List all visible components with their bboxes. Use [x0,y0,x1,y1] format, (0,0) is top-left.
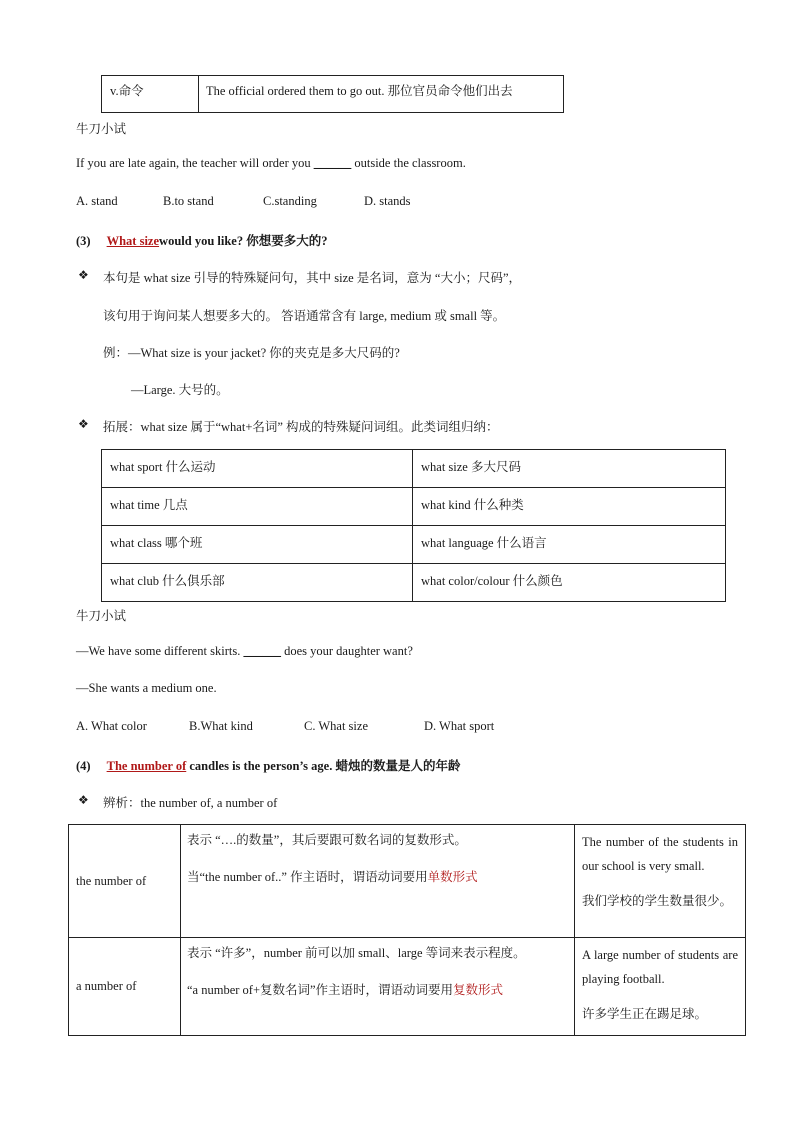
comparison-desc-text: “a number of+复数名词”作主语时，谓语动词要用 [187,983,454,997]
diamond-bullet-icon: ❖ [78,417,89,431]
quiz2-blank: ______ [243,644,281,658]
comparison-description [181,938,575,1036]
phrase-cell: what color/colour 什么颜色 [413,564,726,602]
comparison-row [69,825,746,938]
comparison-example-en: The number of the students in our school is very small. [582,835,738,873]
comparison-example-en: A large number of students are playing football. [582,948,738,986]
diamond-bullet-icon: ❖ [78,268,89,282]
definition-pos [102,76,199,113]
section4-sentence: candles is the person’s age. 蜡烛的数量是人的年龄 [189,759,461,773]
comparison-desc-line: 表示 “许多”，number 前可以加 small、large 等词来表示程度。 [187,946,526,960]
quiz2-option-a: A. What color [76,719,147,733]
phrase-cell: what club 什么俱乐部 [102,564,413,602]
phrase-cell: what language 什么语言 [413,526,726,564]
comparison-example-cn: 我们学校的学生数量很少。 [582,894,733,908]
phrase-table [101,449,726,602]
comparison-desc-line [187,867,568,885]
quiz2-line2: —She wants a medium one. [76,681,217,695]
definition-pos-text: v.命令 [110,84,144,98]
comparison-example [575,938,746,1036]
quiz2-line1-start: —We have some different skirts. [76,644,244,658]
quiz2-option-c: C. What size [304,719,368,733]
comparison-desc-line: 表示 “….的数量”，其后要跟可数名词的复数形式。 [187,833,467,847]
definition-example-text: The official ordered them to go out. 那位官员命令他们出去 [206,84,513,98]
section3-number: (3) [76,234,91,248]
section3-note-line2: 该句用于询问某人想要多大的。 答语通常含有 large, medium 或 small 等。 [103,309,506,323]
quiz1-option-b: B.to stand [163,194,214,208]
phrase-cell: what sport 什么运动 [102,450,413,488]
quiz1-question-start: If you are late again, the teacher will order you [76,156,314,170]
section4-key-phrase: The number of [106,759,187,773]
comparison-desc-highlight: 复数形式 [453,983,504,997]
comparison-term: the number of [69,825,181,938]
section3-note-line1: 本句是 what size 引导的特殊疑问句，其中 size 是名词，意为 “大小；尺码”， [103,271,522,285]
phrase-row [102,488,726,526]
comparison-example-cn: 许多学生正在踢足球。 [582,1007,708,1021]
comparison-desc-highlight: 单数形式 [427,870,478,884]
quiz1-option-d: D. stands [364,194,411,208]
quiz1-question [76,156,466,171]
comparison-example [575,825,746,938]
definition-example [199,76,564,113]
phrase-cell: what size 多大尺码 [413,450,726,488]
comparison-desc-line [187,980,568,998]
comparison-table [68,824,746,1036]
comparison-row [69,938,746,1036]
section4-number: (4) [76,759,91,773]
section4-analysis: 辨析：the number of, a number of [103,796,278,810]
section3-heading [76,231,327,249]
section3-sentence: would you like? 你想要多大的? [159,234,328,248]
quiz2-option-b: B.What kind [189,719,253,733]
section3-expand: 拓展：what size 属于“what+名词” 构成的特殊疑问词组。此类词组归纳： [103,420,499,434]
comparison-desc-text: 当“the number of..” 作主语时，谓语动词要用 [187,870,428,884]
phrase-row [102,564,726,602]
diamond-bullet-icon: ❖ [78,793,89,807]
quiz2-line1 [76,644,413,659]
phrase-cell: what kind 什么种类 [413,488,726,526]
quiz1-question-end: outside the classroom. [351,156,466,170]
quiz1-blank: ______ [313,156,352,170]
quiz1-option-c: C.standing [263,194,317,208]
comparison-term: a number of [69,938,181,1036]
quiz2-option-d: D. What sport [424,719,495,733]
quiz1-option-a: A. stand [76,194,118,208]
quiz2-line1-end: does your daughter want? [280,644,413,658]
definition-table [101,75,564,113]
phrase-row [102,526,726,564]
comparison-description [181,825,575,938]
section3-example-question: 例：—What size is your jacket? 你的夹克是多大尺码的? [103,346,400,360]
phrase-cell: what class 哪个班 [102,526,413,564]
phrase-cell: what time 几点 [102,488,413,526]
quiz2-heading: 牛刀小试 [76,608,127,623]
section4-heading [76,756,460,774]
quiz1-heading: 牛刀小试 [76,121,127,136]
section3-key-phrase: What size [106,234,160,248]
section3-example-answer: —Large. 大号的。 [131,383,229,397]
phrase-row [102,450,726,488]
